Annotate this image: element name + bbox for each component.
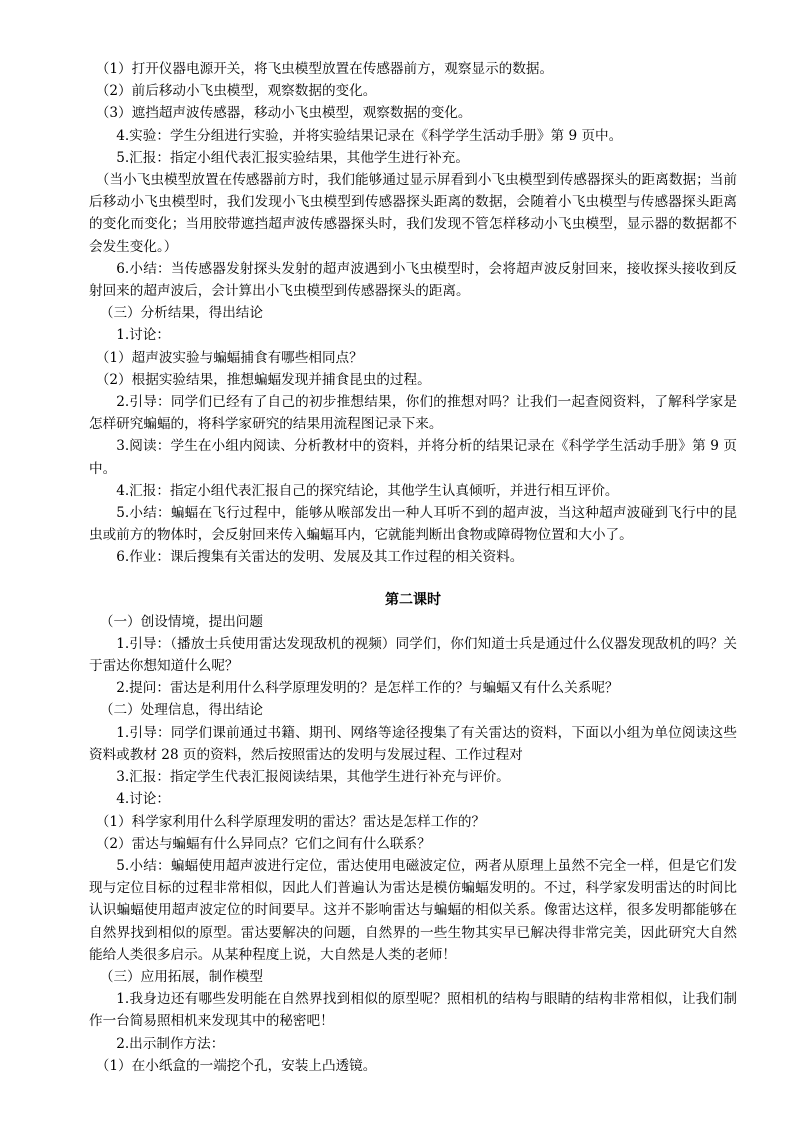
summary-paragraph: 5.小结：蝙蝠使用超声波进行定位，雷达使用电磁波定位，两者从原理上虽然不完全一样，但是它们发现与定位目标的过程非常相似，因此人们普遍认为雷达是模仿蝙蝠发明的。不过，科学家发明雷达的时间比认识蝙蝠使用超声波定位的时间要早。这并不影响雷达与蝙蝠的相似关系。像雷达这样，很多发明都能够在自然界找到相似的原型。雷达要解决的问题，自然界的一些生物其实早已解决得非常完美，因此研究大自然能给人类很多启示。从某种程度上说，大自然是人类的老师！: [89, 857, 737, 963]
step-2: （2）前后移动小飞虫模型，观察数据的变化。: [95, 83, 377, 100]
discuss-item: （1）超声波实验与蝙蝠捕食有哪些相同点？: [95, 349, 363, 366]
discuss-item: （2）根据实验结果，推想蝙蝠发现并捕食昆虫的过程。: [95, 371, 431, 388]
summary-paragraph: 6.小结：当传感器发射探头发射的超声波遇到小飞虫模型时，会将超声波反射回来，接收探头接收到反射回来的超声波后，会计算出小飞虫模型到传感器探头的距离。: [89, 260, 737, 300]
section-heading-process: （二）处理信息，得出结论: [99, 702, 263, 719]
guide-paragraph: 1.引导：同学们课前通过书籍、期刊、网络等途径搜集了有关雷达的资料，下面以小组为单位阅读这些资料或教材 28 页的资料，然后按照雷达的发明与发展过程、工作过程对: [89, 724, 737, 763]
step-1: （1）打开仪器电源开关，将飞虫模型放置在传感器前方，观察显示的数据。: [95, 61, 554, 77]
section-heading-apply: （三）应用拓展，制作模型: [99, 968, 263, 985]
apply-paragraph: 1.我身边还有哪些发明能在自然界找到相似的原型呢？照相机的结构与眼睛的结构非常相似，让我们制作一台简易照相机来发现其中的秘密吧！: [89, 991, 737, 1030]
document-page: [89, 58, 737, 1077]
experiment-paragraph: 4.实验：学生分组进行实验，并将实验结果记录在《科学学生活动手册》第 9 页中。: [116, 127, 623, 144]
discuss-label: 1.讨论：: [116, 327, 170, 344]
discuss-item: （2）雷达与蝙蝠有什么异同点？它们之间有什么联系？: [95, 835, 431, 852]
report-paragraph: 4.汇报：指定小组代表汇报自己的探究结论，其他学生认真倾听，并进行相互评价。: [116, 482, 619, 499]
guide-paragraph: 2.引导：同学们已经有了自己的初步推想结果，你们的推想对吗？让我们一起查阅资料，了解科学家是怎样研究蝙蝠的，将科学家研究的结果用流程图记录下来。: [89, 394, 737, 433]
report-detail-paragraph: （当小飞虫模型放置在传感器前方时，我们能够通过显示屏看到小飞虫模型到传感器探头的距离数据；当前后移动小飞虫模型时，我们发现小飞虫模型到传感器探头距离的数据，会随着小飞虫模型与传感器探头距离的变化而变化；当用胶带遮挡超声波传感器探头时，我们发现不管怎样移动小飞虫模型，显示器的数据都不会发生变化。）: [89, 172, 737, 255]
guide-paragraph: 1.引导：（播放士兵使用雷达发现敌机的视频）同学们，你们知道士兵是通过什么仪器发现敌机的吗？关于雷达你想知道什么呢？: [89, 635, 737, 675]
step-3: （3）遮挡超声波传感器，移动小飞虫模型，观察数据的变化。: [95, 105, 472, 122]
spacer: [89, 569, 737, 589]
report-paragraph: 3.汇报：指定学生代表汇报阅读结果，其他学生进行补充与评价。: [116, 769, 510, 786]
summary-paragraph: 5.小结：蝙蝠在飞行过程中，能够从喉部发出一种人耳听不到的超声波，当这种超声波碰到飞行中的昆虫或前方的物体时，会反射回来传入蝙蝠耳内，它就能判断出食物或障碍物位置和大小了。: [89, 505, 737, 544]
lesson-title: 第二课时: [385, 591, 441, 608]
homework-paragraph: 6.作业：课后搜集有关雷达的发明、发展及其工作过程的相关资料。: [116, 549, 524, 566]
report-paragraph: 5.汇报：指定小组代表汇报实验结果，其他学生进行补充。: [116, 149, 469, 166]
section-heading-scenario: （一）创设情境，提出问题: [99, 613, 263, 630]
discuss-item: （1）科学家利用什么科学原理发明的雷达？雷达是怎样工作的？: [95, 813, 486, 830]
discuss-label: 4.讨论：: [116, 791, 170, 808]
method-label: 2.出示制作方法：: [116, 1035, 225, 1052]
question-paragraph: 2.提问：雷达是利用什么科学原理发明的？是怎样工作的？与蝙蝠又有什么关系呢？: [116, 680, 619, 697]
method-step: （1）在小纸盒的一端挖个孔，安装上凸透镜。: [95, 1057, 377, 1074]
section-heading-analyze: （三）分析结果，得出结论: [99, 305, 263, 322]
read-paragraph: 3.阅读：学生在小组内阅读、分析教材中的资料，并将分析的结果记录在《科学学生活动手册》第 9 页中。: [89, 438, 737, 477]
